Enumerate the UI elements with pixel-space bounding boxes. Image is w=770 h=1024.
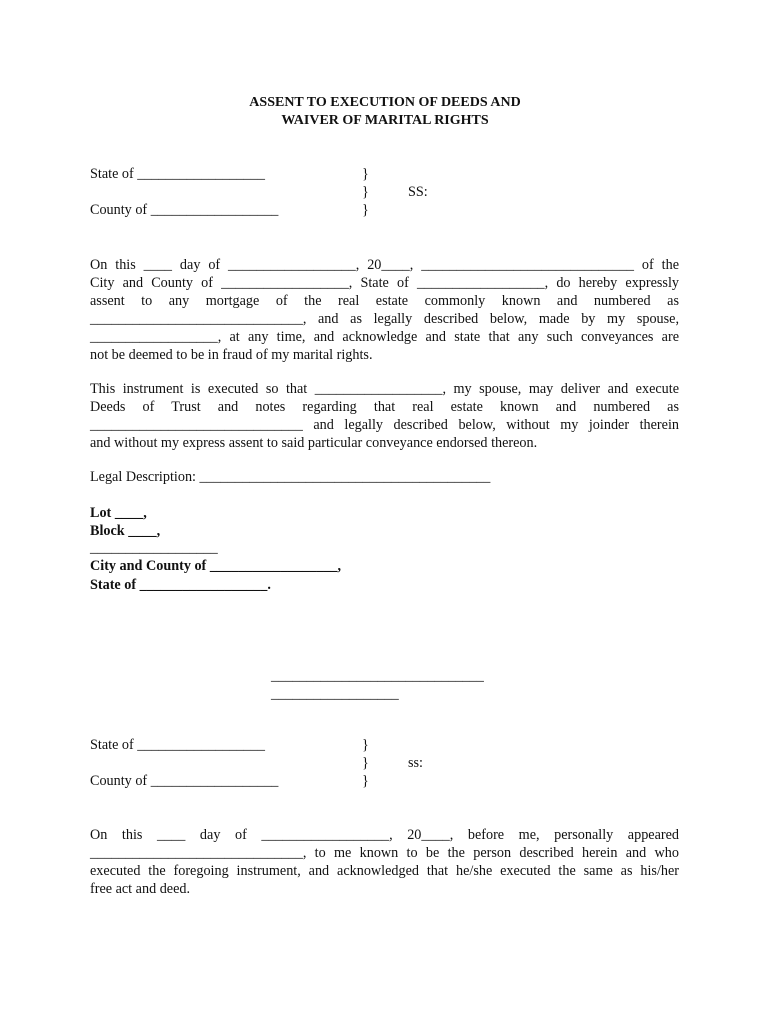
city-county-field: City and County of __________________, [90,558,342,574]
legal-description-field: Legal Description: _________________________________________ [90,469,491,485]
venue-brace: } [362,184,369,200]
blank-line-field: __________________ [90,540,218,556]
venue-county-field: County of __________________ [90,202,279,218]
venue-state-field: State of __________________ [90,166,265,182]
notary-venue-brace: } [362,773,369,789]
venue-ss-label: SS: [408,184,428,200]
document-title-line-1: ASSENT TO EXECUTION OF DEEDS AND [249,95,521,110]
execution-paragraph-line: Deeds of Trust and notes regarding that real estate known and numbered as [90,399,679,415]
notary-venue-brace: } [362,737,369,753]
document-title-line-2: WAIVER OF MARITAL RIGHTS [281,113,489,128]
execution-paragraph-line: ______________________________ and legally described below, without my joinder therein [90,417,679,433]
notary-venue-ss-label: ss: [408,755,423,771]
signature-line: ______________________________ [271,668,484,684]
assent-paragraph-line: ______________________________, and as legally described below, made by my spouse, [90,311,679,327]
block-field: Block ____, [90,523,161,539]
acknowledgment-paragraph-line: On this ____ day of __________________, 20____, before me, personally appeared [90,827,679,843]
acknowledgment-paragraph-line: ______________________________, to me known to be the person described herein and who [90,845,679,861]
notary-venue-brace: } [362,755,369,771]
acknowledgment-paragraph-line: executed the foregoing instrument, and acknowledged that he/she executed the same as his/her [90,863,679,879]
acknowledgment-paragraph [90,826,679,898]
execution-paragraph-line: This instrument is executed so that __________________, my spouse, may deliver and execute [90,381,679,397]
signature-name-line: __________________ [271,686,399,702]
assent-paragraph-line: __________________, at any time, and acknowledge and state that any such conveyances are [90,329,679,345]
assent-paragraph [90,256,679,364]
notary-venue-state-field: State of __________________ [90,737,265,753]
assent-paragraph-line: City and County of __________________, State of __________________, do hereby expressly [90,275,679,291]
venue-brace: } [362,202,369,218]
notary-venue-county-field: County of __________________ [90,773,279,789]
execution-paragraph-line: and without my express assent to said particular conveyance endorsed thereon. [90,435,538,451]
assent-paragraph-line: not be deemed to be in fraud of my marital rights. [90,347,373,363]
assent-paragraph-line: assent to any mortgage of the real estate commonly known and numbered as [90,293,679,309]
lot-field: Lot ____, [90,505,147,521]
execution-paragraph [90,380,679,452]
state-field: State of __________________. [90,577,271,593]
assent-paragraph-line: On this ____ day of __________________, 20____, ______________________________ of the [90,257,679,273]
acknowledgment-paragraph-line: free act and deed. [90,881,191,897]
venue-brace: } [362,166,369,182]
